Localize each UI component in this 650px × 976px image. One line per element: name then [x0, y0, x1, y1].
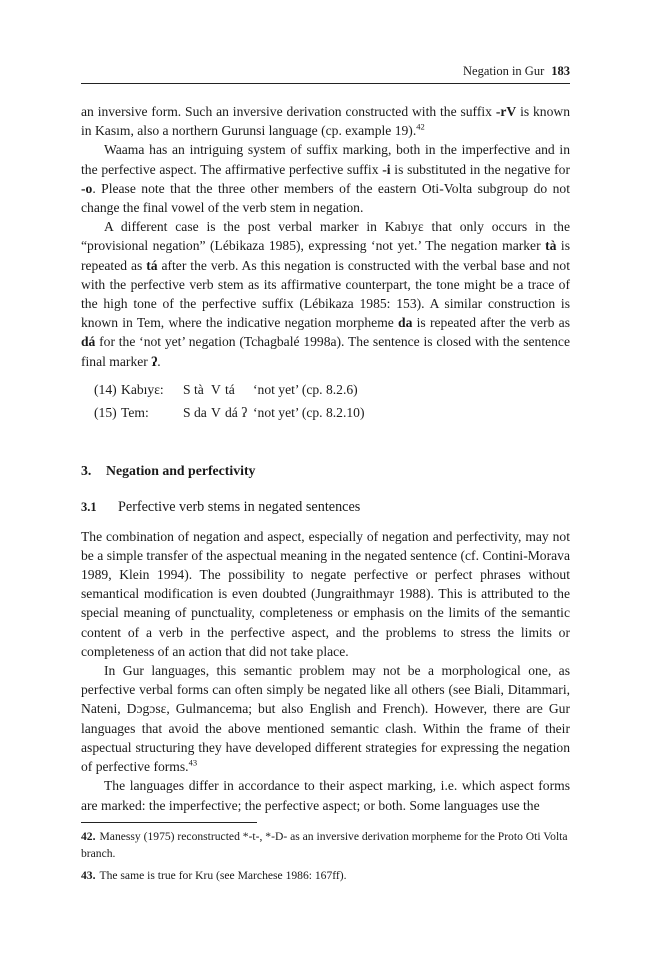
bold-morpheme: -o — [81, 180, 93, 196]
example-number: (14) — [94, 381, 117, 397]
example-verb: V — [211, 381, 221, 397]
footnote-number: 42. — [81, 830, 96, 843]
subsection-heading — [81, 498, 570, 517]
example-language: Kabıyɛ: — [121, 381, 164, 397]
footnote — [81, 828, 570, 862]
paragraph — [81, 776, 570, 814]
subsection-title: Perfective verb stems in negated sentences — [118, 499, 361, 516]
example-number: (15) — [94, 405, 117, 421]
paragraph — [81, 661, 570, 776]
book-page — [81, 0, 570, 976]
example-postverbal-marker: tá — [225, 381, 235, 397]
footnotes — [81, 828, 570, 884]
footnote-ref: 43 — [188, 757, 198, 768]
text-run: In Gur languages, this semantic problem may not be a morphological one, as perfective verbal forms can often simply be negated like all others (see Biali, Ditammari, Nateni, Dɔgɔsɛ, Gulmancema; but also English and French). However, there are Gur languages that avoid the above mentioned semantic clash. Within the frame of their aspectual structuring they have developed different strategies for expressing the negation of perfective forms. — [81, 663, 570, 775]
section-number: 3. — [81, 463, 92, 479]
running-head — [463, 64, 570, 79]
bold-morpheme: -rV — [495, 104, 517, 119]
text-run: . Please note that the three other members of the eastern Oti-Volta subgroup do not change the final vowel of the verb stem in negation. — [81, 180, 570, 216]
footnote-text: The same is true for Kru (see Marchese 1986: 167ff). — [99, 869, 347, 882]
paragraph — [81, 140, 570, 217]
paragraph — [81, 527, 570, 661]
text-run: is repeated as — [81, 238, 570, 273]
section-heading — [81, 461, 570, 480]
header-rule — [81, 83, 570, 84]
example-subject-neg: S tà — [183, 381, 204, 397]
paragraph — [81, 102, 570, 140]
text-run: The combination of negation and aspect, especially of negation and perfectivity, may not be a simple transfer of the aspectual meaning in the negated sentence (cf. Contini-Morava 1989, Klein 1994). The possibility to negate perfective or perfect phrases without semantical modification is even doubted (Jungraithmayr 1988). This is attributed to the special meaning of punctuality, completeness or emphasis on the limits of the semantic content of a verb in the perfective aspect, and the problems to stress the limits or completeness of an action that did not take place. — [81, 528, 570, 659]
bold-morpheme: dá — [81, 334, 96, 350]
bold-morpheme: tá — [146, 257, 158, 273]
example-list — [81, 380, 570, 422]
running-head-title: Negation in Gur — [463, 64, 545, 78]
body-text — [81, 102, 570, 815]
section-title: Negation and perfectivity — [106, 463, 256, 479]
text-run: an inversive form. Such an inversive derivation constructed with the suffix — [81, 104, 496, 119]
example-14 — [81, 380, 570, 399]
text-run: for the ‘not yet’ negation (Tchagbalé 1998a). The sentence is closed with the sentence final marker — [81, 334, 570, 369]
text-run: is repeated after the verb as — [412, 315, 570, 331]
footnote-text: Manessy (1975) reconstructed *-t-, *-D- as an inversive derivation morpheme for the Proto Oti Volta branch. — [81, 830, 568, 860]
text-run: . — [157, 353, 161, 369]
bold-morpheme: da — [398, 315, 413, 331]
text-run: Waama has an intriguing system of suffix marking, both in the imperfective and in the perfective aspect. The affirmative perfective suffix — [81, 142, 570, 177]
subsection-number: 3.1 — [81, 500, 97, 515]
bold-morpheme: ʔ — [151, 353, 158, 369]
example-postverbal-marker: dá ʔ — [225, 405, 248, 421]
footnote-ref: 42 — [416, 121, 425, 132]
text-run: is substituted in the negative for — [390, 161, 570, 177]
paragraph — [81, 217, 570, 371]
text-run: after the verb. As this negation is constructed with the verbal base and not with the perfective verb stem as its affirmative counterpart, the tone might be a trace of the high tone of the perfective suffix (Lébikaza 1985: 153). A similar construction is known in Tem, where the indicative negation morpheme — [81, 257, 571, 331]
bold-morpheme: -i — [382, 161, 391, 177]
text-run: is known in Kasım, also a northern Gurunsi language (cp. example 19). — [81, 104, 570, 139]
text-run: The languages differ in accordance to their aspect marking, i.e. which aspect forms are marked: the imperfective; the perfective aspect; or both. Some languages use the — [81, 778, 570, 813]
example-gloss: ‘not yet’ (cp. 8.2.10) — [253, 405, 365, 421]
footnote-rule — [81, 822, 257, 823]
example-verb: V — [211, 405, 221, 421]
bold-morpheme: tà — [545, 238, 557, 254]
example-subject-neg: S da — [183, 405, 207, 421]
example-gloss: ‘not yet’ (cp. 8.2.6) — [253, 381, 358, 397]
example-language: Tem: — [121, 405, 149, 421]
page-number: 183 — [551, 64, 570, 78]
footnote — [81, 867, 570, 884]
section-body — [81, 527, 570, 815]
example-15 — [81, 403, 570, 422]
footnote-number: 43. — [81, 869, 96, 882]
text-run: A different case is the post verbal marker in Kabıyɛ that only occurs in the “provisional negation” (Lébikaza 1985), expressing ‘not yet.’ The negation marker — [81, 219, 570, 254]
